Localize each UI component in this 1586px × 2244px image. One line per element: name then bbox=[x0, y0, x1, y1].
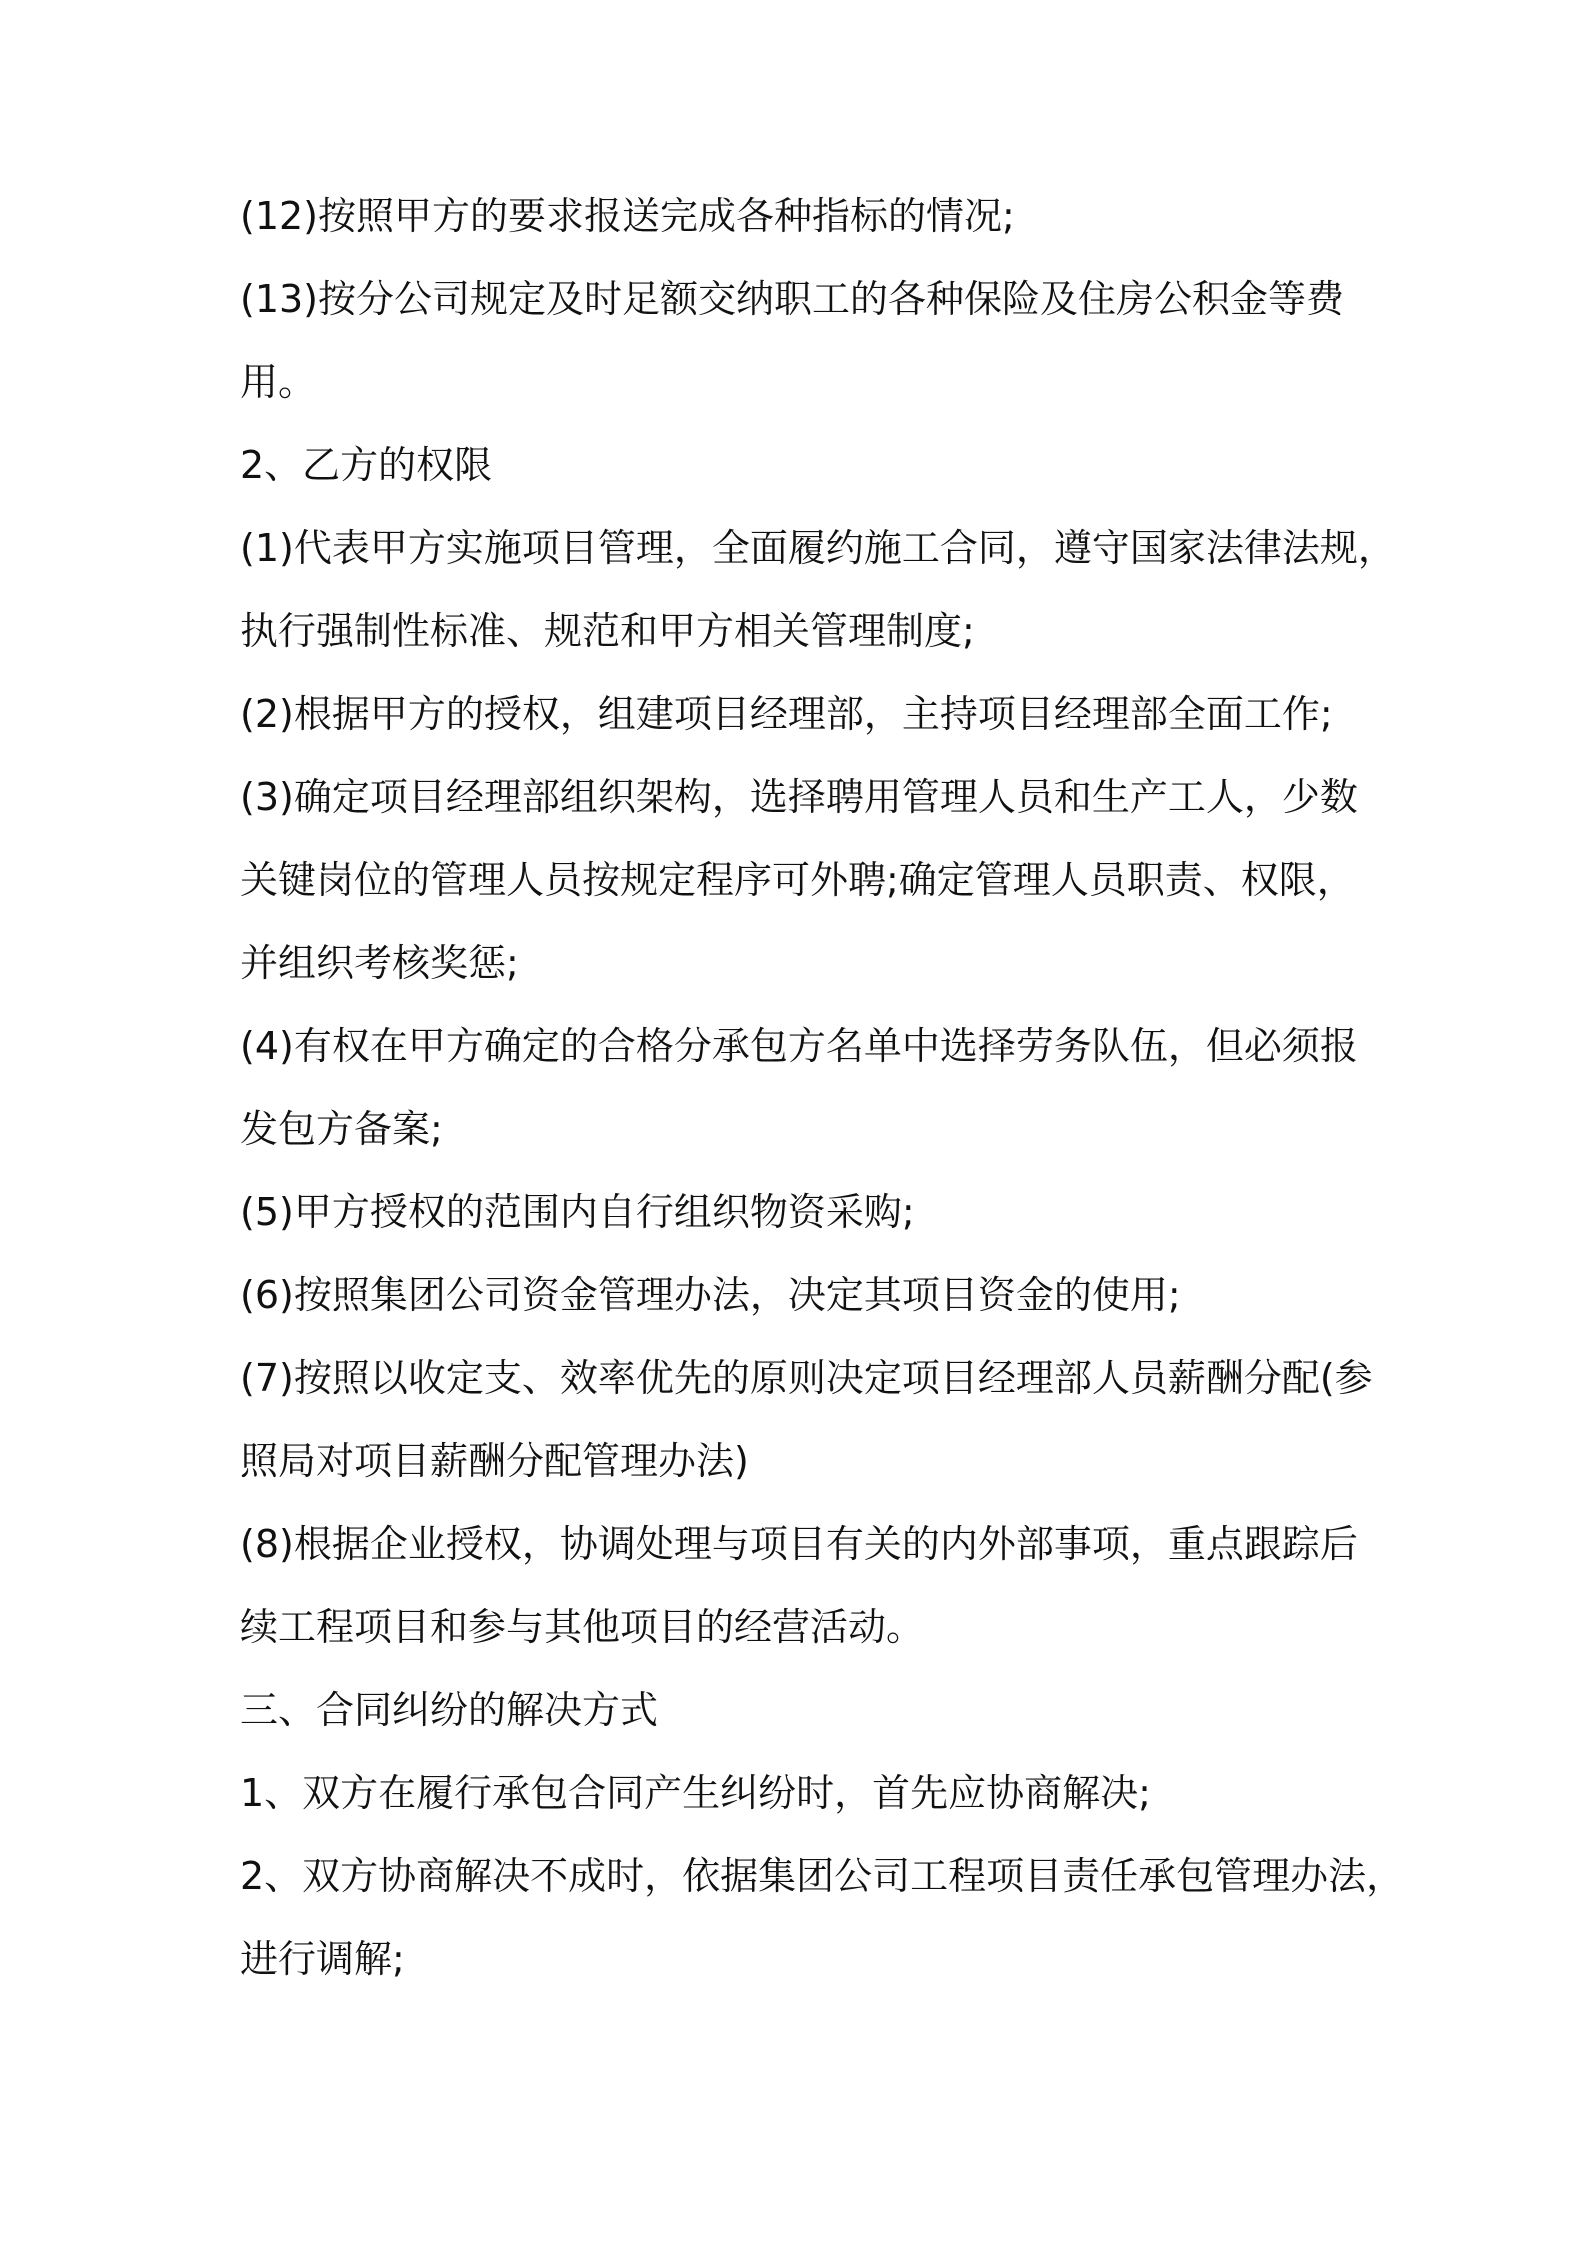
section-heading: 2、乙方的权限 bbox=[240, 443, 493, 487]
document-body bbox=[240, 194, 1405, 1981]
text-line: (3)确定项目经理部组织架构，选择聘用管理人员和生产工人，少数 bbox=[240, 775, 1358, 819]
text-line: (4)有权在甲方确定的合格分承包方名单中选择劳务队伍，但必须报 bbox=[240, 1024, 1358, 1068]
text-line: 并组织考核奖惩; bbox=[240, 941, 519, 985]
text-line: (8)根据企业授权，协调处理与项目有关的内外部事项，重点跟踪后 bbox=[240, 1522, 1358, 1566]
text-line: (6)按照集团公司资金管理办法，决定其项目资金的使用; bbox=[240, 1273, 1181, 1317]
text-line: 用。 bbox=[240, 360, 317, 404]
text-line: 执行强制性标准、规范和甲方相关管理制度; bbox=[240, 609, 975, 653]
text-line: 续工程项目和参与其他项目的经营活动。 bbox=[240, 1605, 925, 1649]
section-heading: 三、合同纠纷的解决方式 bbox=[240, 1688, 659, 1732]
text-line: (1)代表甲方实施项目管理，全面履约施工合同，遵守国家法律法规， bbox=[240, 526, 1396, 570]
text-line: 进行调解; bbox=[240, 1937, 405, 1981]
text-line: (7)按照以收定支、效率优先的原则决定项目经理部人员薪酬分配(参 bbox=[240, 1356, 1373, 1400]
text-line: 2、双方协商解决不成时，依据集团公司工程项目责任承包管理办法， bbox=[240, 1854, 1405, 1898]
text-line: 关键岗位的管理人员按规定程序可外聘;确定管理人员职责、权限， bbox=[240, 858, 1355, 902]
text-line: 发包方备案; bbox=[240, 1107, 443, 1151]
text-line: (12)按照甲方的要求报送完成各种指标的情况; bbox=[240, 194, 1015, 238]
text-line: 照局对项目薪酬分配管理办法) bbox=[240, 1439, 749, 1483]
text-line: (2)根据甲方的授权，组建项目经理部，主持项目经理部全面工作; bbox=[240, 692, 1333, 736]
text-line: (5)甲方授权的范围内自行组织物资采购; bbox=[240, 1190, 915, 1234]
text-line: (13)按分公司规定及时足额交纳职工的各种保险及住房公积金等费 bbox=[240, 277, 1345, 321]
text-line: 1、双方在履行承包合同产生纠纷时，首先应协商解决; bbox=[240, 1771, 1151, 1815]
